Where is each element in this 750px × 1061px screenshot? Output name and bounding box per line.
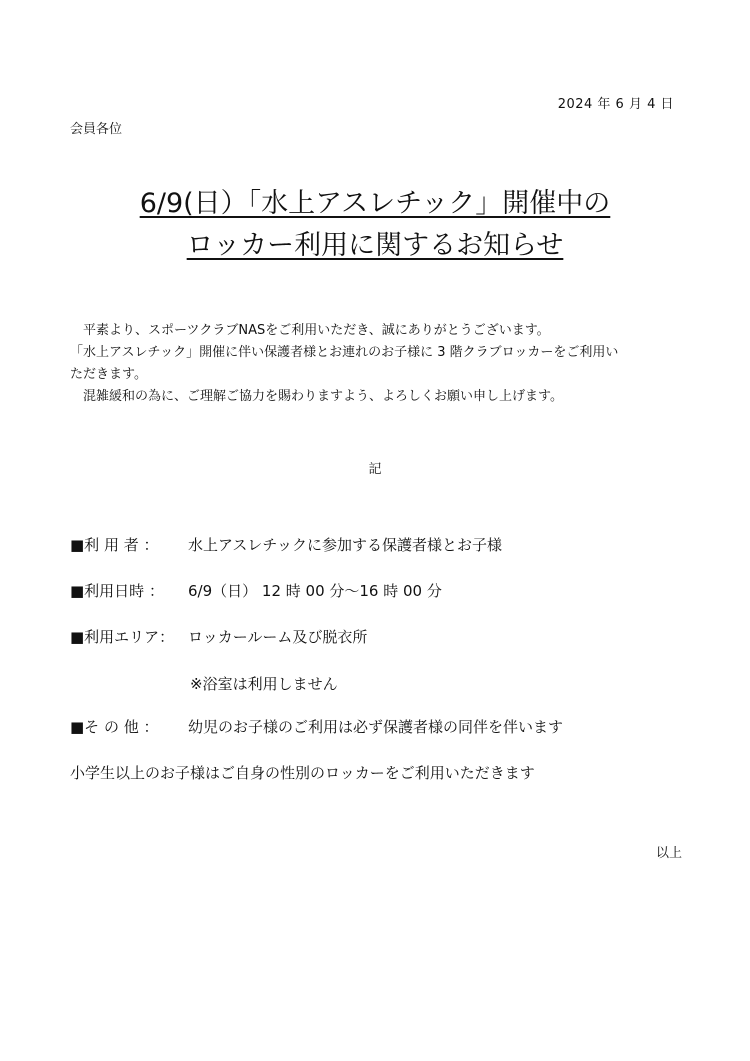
title-line-1 [0,188,750,220]
item-area-label: ■利用エリア： [70,628,175,646]
item-other-value: 幼児のお子様のご利用は必ず保護者様の同伴を伴います [188,718,564,736]
item-users [70,535,502,555]
item-area-value: ロッカールーム及び脱衣所 [188,628,368,646]
recipient-line: 会員各位 [70,122,123,137]
body-paragraph-2: 「水上アスレチック」開催に伴い保護者様とお連れのお子様に 3 階クラブロッカーをご利用い [70,345,619,360]
title-line-2 [0,230,750,262]
item-datetime-value: 6/9（日） 12 時 00 分～16 時 00 分 [188,582,442,600]
item-users-value: 水上アスレチックに参加する保護者様とお子様 [188,536,502,554]
body-paragraph-1: 平素より、スポーツクラブNASをご利用いただき、誠にありがとうございます。 [83,323,550,338]
title-line-1-text: 6/9(日）「水上アスレチック」開催中の [139,188,611,219]
section-mark: 記 [368,462,382,477]
item-other [70,717,563,737]
item-other-line-2: 小学生以上のお子様はご自身の性別のロッカーをご利用いただきます [70,764,535,782]
item-users-label: ■利 用 者 ： [70,536,159,554]
body-paragraphs [70,320,690,408]
title-line-2-text: ロッカー利用に関するお知らせ [186,230,564,261]
document-date: 2024 年 6 月 4 日 [557,97,674,112]
item-area [70,627,367,647]
item-datetime-label: ■利用日時 ： [70,582,164,600]
closing-mark: 以上 [655,846,682,861]
body-paragraph-2-cont: ただきます。 [70,367,147,382]
item-other-label: ■そ の 他 ： [70,718,159,736]
item-datetime [70,581,442,601]
item-area-note: ※浴室は利用しません [190,675,338,693]
body-paragraph-3: 混雑緩和の為に、ご理解ご協力を賜わりますよう、よろしくお願い申し上げます。 [83,389,563,404]
